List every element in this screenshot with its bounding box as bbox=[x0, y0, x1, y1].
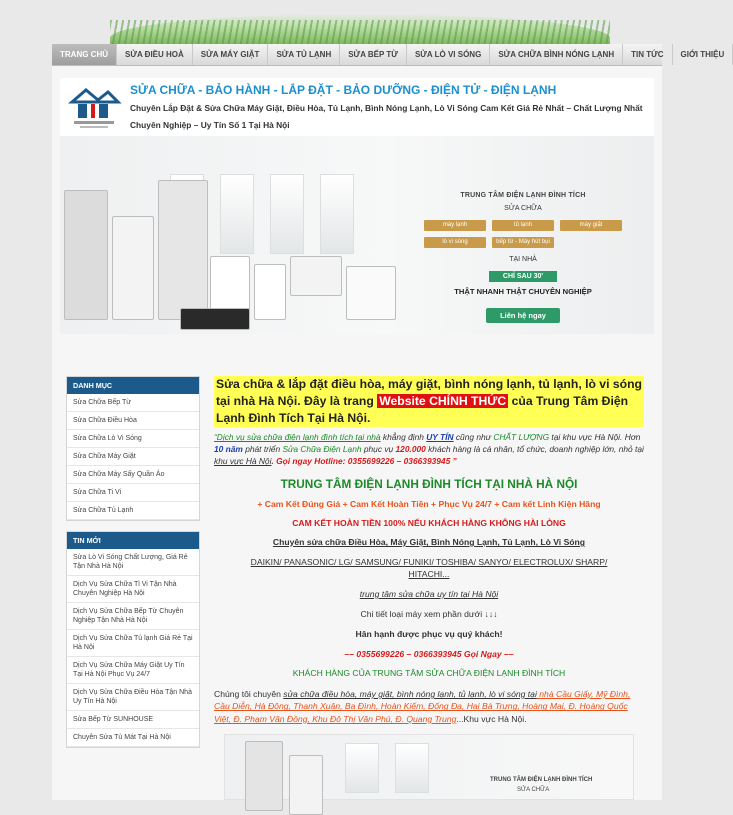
category-item[interactable]: Sửa Chữa Điều Hòa bbox=[67, 412, 199, 430]
page-wrapper bbox=[52, 44, 725, 800]
category-title: DANH MỤC bbox=[67, 377, 199, 394]
window-graphic bbox=[320, 174, 354, 254]
header-subtitle: Chuyên Lắp Đặt & Sửa Chữa Máy Giặt, Điều Hòa, Tủ Lạnh, Bình Nóng Lạnh, Lò Vi Sóng Cam Kết Giá Rẻ Nhất – Chất Lượng Nhất Chuyên Nghiệp – Uy Tín Số 1 Tại Hà Nội bbox=[130, 103, 643, 130]
brands-line: DAIKIN/ PANASONIC/ LG/ SAMSUNG/ FUNIKI/ TOSHIBA/ SANYO/ ELECTROLUX/ SHARP/ HITACHI... bbox=[250, 557, 608, 579]
window-graphic bbox=[395, 743, 429, 793]
news-item[interactable]: Dịch Vụ Sửa Chữa Tủ lạnh Giá Rẻ Tại Hà Nội bbox=[67, 630, 199, 657]
service-chip: bếp từ - Máy hút bụi bbox=[492, 237, 554, 248]
nav-news[interactable]: TIN TỨC bbox=[623, 44, 672, 65]
category-item[interactable]: Sửa Chữa Máy Sấy Quần Áo bbox=[67, 466, 199, 484]
commitments: + Cam Kết Đúng Giá + Cam Kết Hoàn Tiền + Phục Vụ 24/7 + Cam kết Linh Kiện Hãng bbox=[257, 499, 601, 509]
news-item[interactable]: Chuyên Sửa Tủ Mát Tại Hà Nội bbox=[67, 729, 199, 747]
content-banner-image bbox=[224, 734, 634, 800]
hero-banner[interactable] bbox=[60, 136, 654, 334]
news-item[interactable]: Sửa Bếp Từ SUNHOUSE bbox=[67, 711, 199, 729]
appliance-graphic bbox=[290, 256, 342, 296]
service-chip: máy giặt bbox=[560, 220, 622, 231]
intro-quote: “Dịch vụ sửa chữa điện lạnh đình tích tại nhà khẳng định UY TÍN cũng như CHẤT LƯỢNG tại khu vực Hà Nội. Hơn 10 năm phát triển Sửa Chữa Điện Lạnh phục vụ 120.000 khách hàng là cá nhân, tổ chức, doanh nghiệp lớn, nhỏ tại khu vực Hà Nội. Gọi ngay Hotline: 0355699226 – 0366393945 ” bbox=[214, 432, 644, 466]
news-item[interactable]: Dịch Vụ Sửa Chữa Máy Giặt Uy Tín Tại Hà Nội Phục Vụ 24/7 bbox=[67, 657, 199, 684]
detail-line: Chi tiết loại máy xem phần dưới ↓↓↓ bbox=[360, 609, 498, 619]
category-box bbox=[66, 376, 200, 521]
nav-air-conditioner[interactable]: SỬA ĐIỀU HOÀ bbox=[117, 44, 193, 65]
window-graphic bbox=[270, 174, 304, 254]
nav-induction-cooker[interactable]: SỬA BẾP TỪ bbox=[340, 44, 407, 65]
news-title: TIN MỚI bbox=[67, 532, 199, 549]
body-paragraph: Chúng tôi chuyên sửa chữa điều hòa, máy giặt, bình nóng lạnh, tủ lạnh, lò vi sóng tại nhà Cầu Giấy, Mỹ Đình, Cầu Diễn, Hà Đông, Thanh Xuân, Ba Đình, Hoàn Kiếm, Đống Đa, Hai Bà Trưng, Hoàng Mai, Đ. Hoàng Quốc Việt, Đ. Phạm Văn Đồng, Khu Đô Thị Văn Phú, Đ. Quang Trung...Khu vực Hà Nội. bbox=[214, 689, 631, 724]
thumb-line2: SỬA CHỮA bbox=[517, 787, 550, 793]
main-nav bbox=[52, 44, 725, 66]
hotline-line[interactable]: –– 0355699226 – 0366393945 Gọi Ngay –– bbox=[344, 649, 514, 659]
welcome-line: Hân hạnh được phục vụ quý khách! bbox=[355, 629, 503, 639]
news-item[interactable]: Sửa Lò Vi Sóng Chất Lượng, Giá Rẻ Tận Nhà Hà Nội bbox=[67, 549, 199, 576]
site-logo[interactable] bbox=[68, 82, 120, 130]
header-title: SỬA CHỮA - BẢO HÀNH - LẮP ĐẶT - BẢO DƯỠNG - ĐIỆN TỬ - ĐIỆN LẠNH bbox=[130, 83, 557, 97]
service-chip: tủ lạnh bbox=[492, 220, 554, 231]
news-item[interactable]: Dịch Vụ Sửa Chữa Bếp Từ Chuyên Nghiệp Tận Nhà Hà Nội bbox=[67, 603, 199, 630]
promo-chi-sau-badge: CHỈ SAU 30' bbox=[489, 271, 557, 282]
appliance-graphic bbox=[158, 180, 208, 320]
official-badge: Website CHÍNH THỨC bbox=[379, 394, 507, 408]
category-item[interactable]: Sửa Chữa Lò Vi Sóng bbox=[67, 430, 199, 448]
appliance-graphic bbox=[180, 308, 250, 330]
category-item[interactable]: Sửa Chữa Bếp Từ bbox=[67, 394, 199, 412]
appliance-graphic bbox=[64, 190, 108, 320]
nav-about[interactable]: GIỚI THIỆU bbox=[673, 44, 733, 65]
appliance-graphic bbox=[289, 755, 323, 815]
main-content bbox=[214, 376, 644, 725]
category-item[interactable]: Sửa Chữa Ti Vi bbox=[67, 484, 199, 502]
sidebar bbox=[66, 376, 200, 758]
appliance-graphic bbox=[346, 266, 396, 320]
specialty-line: Chuyên sửa chữa Điều Hòa, Máy Giặt, Bình Nóng Lạnh, Tủ Lạnh, Lò Vi Sóng bbox=[272, 537, 586, 547]
nav-fridge[interactable]: SỬA TỦ LẠNH bbox=[268, 44, 340, 65]
center-heading: TRUNG TÂM ĐIỆN LẠNH ĐÌNH TÍCH TẠI NHÀ HÀ NỘI bbox=[280, 477, 578, 491]
category-item[interactable]: Sửa Chữa Tủ Lạnh bbox=[67, 502, 199, 520]
service-chip: lò vi sóng bbox=[424, 237, 486, 248]
thumb-line1: TRUNG TÂM ĐIỆN LẠNH ĐÌNH TÍCH bbox=[490, 777, 593, 783]
trust-link[interactable]: trung tâm sửa chữa uy tín tại Hà Nội bbox=[359, 589, 499, 599]
nav-washing-machine[interactable]: SỬA MÁY GIẶT bbox=[193, 44, 269, 65]
promo-line1: TRUNG TÂM ĐIỆN LẠNH ĐÌNH TÍCH bbox=[460, 192, 586, 199]
nav-home[interactable]: TRANG CHỦ bbox=[52, 44, 117, 65]
promo-tai-nha: TẠI NHÀ bbox=[509, 256, 537, 263]
appliance-graphic bbox=[245, 741, 283, 811]
site-header bbox=[60, 78, 654, 136]
news-item[interactable]: Dịch Vụ Sửa Chữa Điều Hòa Tận Nhà Uy Tín Hà Nội bbox=[67, 684, 199, 711]
news-item[interactable]: Dịch Vụ Sửa Chữa Tỉ Vi Tận Nhà Chuyên Nghiệp Hà Nội bbox=[67, 576, 199, 603]
category-item[interactable]: Sửa Chữa Máy Giặt bbox=[67, 448, 199, 466]
window-graphic bbox=[345, 743, 379, 793]
promo-slogan: THẬT NHANH THẬT CHUYÊN NGHIỆP bbox=[454, 287, 592, 296]
refund-guarantee: CAM KẾT HOÀN TIỀN 100% NẾU KHÁCH HÀNG KHÔNG HÀI LÒNG bbox=[292, 518, 566, 528]
contact-button[interactable]: Liên hệ ngay bbox=[486, 308, 560, 323]
grass-decoration bbox=[110, 14, 610, 44]
news-box bbox=[66, 531, 200, 748]
promo-line2: SỬA CHỮA bbox=[504, 205, 542, 212]
nav-water-heater[interactable]: SỬA CHỮA BÌNH NÓNG LẠNH bbox=[490, 44, 623, 65]
appliance-graphic bbox=[254, 264, 286, 320]
appliance-graphic bbox=[112, 216, 154, 320]
promo-block bbox=[418, 192, 628, 323]
content-headline: Sửa chữa & lắp đặt điều hòa, máy giặt, bình nóng lạnh, tủ lạnh, lò vi sóng tại nhà Hà Nội. Đây là trang Website CHÍNH THỨC của Trung Tâm Điện Lạnh Đình Tích Tại Hà Nội. bbox=[214, 376, 644, 427]
nav-microwave[interactable]: SỬA LÒ VI SÓNG bbox=[407, 44, 490, 65]
service-chip: máy lạnh bbox=[424, 220, 486, 231]
customers-heading: KHÁCH HÀNG CỦA TRUNG TÂM SỬA CHỮA ĐIỆN LẠNH ĐÌNH TÍCH bbox=[292, 668, 566, 678]
window-graphic bbox=[220, 174, 254, 254]
